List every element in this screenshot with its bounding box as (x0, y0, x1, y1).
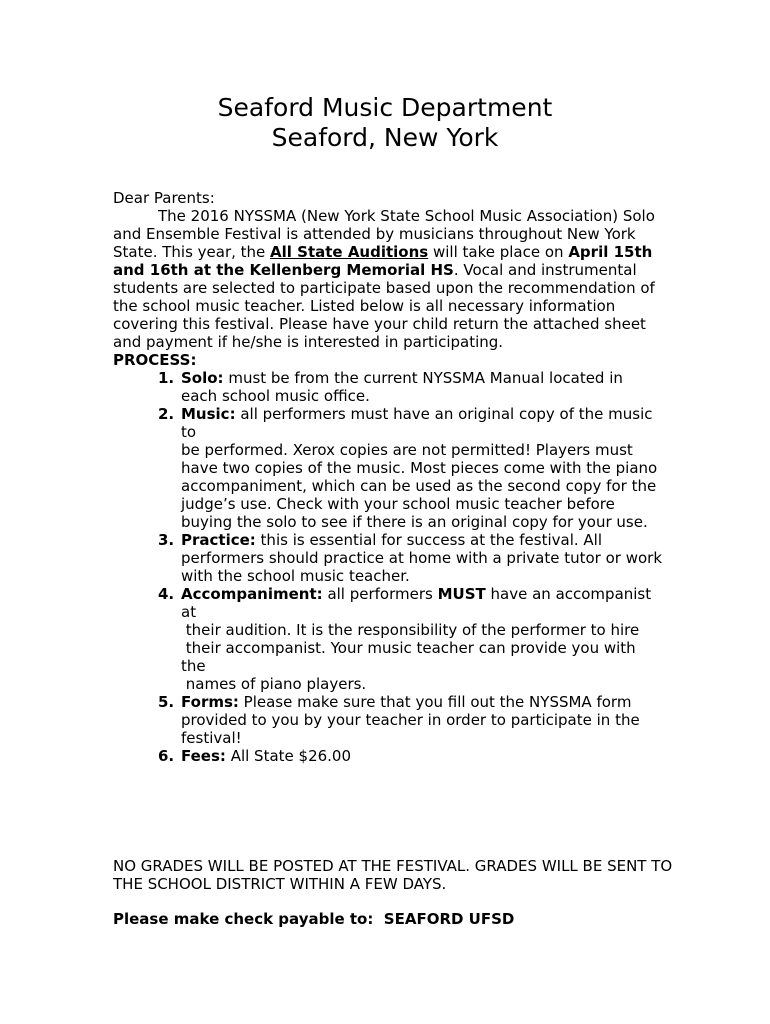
list-item (158, 369, 663, 405)
list-item-text: must be from the current NYSSMA Manual located in each school music office. (181, 369, 623, 405)
list-item-text: all performers must have an original copy of the music to (181, 405, 653, 441)
list-number: 4. (158, 585, 175, 603)
list-item (158, 747, 663, 765)
list-item-label: Forms: (181, 693, 239, 711)
list-item-label: Music: (181, 405, 236, 423)
list-item (158, 405, 663, 531)
list-item-text-continued: their accompanist. Your music teacher can provide you with the (181, 639, 641, 675)
list-item-text-continued: be performed. Xerox copies are not permitted! Players must have two copies of the music. Most pieces come with the piano accompaniment, which can be used as the second copy for the judge’s use. Check with your school music teacher before buying the solo to see if there is an original copy for your use. (181, 441, 658, 531)
list-item (158, 585, 663, 693)
list-item-label: Practice: (181, 531, 256, 549)
letter-body (113, 189, 663, 765)
all-state-auditions-text: All State Auditions (270, 243, 429, 261)
list-item-text-continued: names of piano players. (181, 675, 367, 693)
list-item-label: Fees: (181, 747, 226, 765)
list-item-label: Solo: (181, 369, 224, 387)
intro-text-1: The 2016 NYSSMA (New York State School Music Association) Solo and Ensemble Festival is attended by musicians throughout New York State. This year, the (113, 207, 655, 261)
list-item (158, 693, 663, 747)
list-number: 1. (158, 369, 175, 387)
list-number: 6. (158, 747, 175, 765)
process-list (113, 369, 663, 765)
intro-text-2: will take place on (428, 243, 569, 261)
page-title: Seaford Music Department (217, 93, 553, 122)
list-number: 5. (158, 693, 175, 711)
list-item-text: this is essential for success at the festival. All performers should practice at home with a private tutor or work with the school music teacher. (181, 531, 663, 585)
greeting: Dear Parents: (113, 189, 215, 207)
process-heading: PROCESS: (113, 351, 197, 369)
intro-text-3: . Vocal and instrumental students are selected to participate based upon the recommendation of the school music teacher. Listed below is all necessary information covering this festival. Please have your child return the attached sheet and payment if he/she is interested in participating. (113, 261, 655, 351)
check-payable-text: Please make check payable to: SEAFORD UFSD (113, 910, 515, 928)
list-item-text: Please make sure that you fill out the NYSSMA form provided to you by your teacher in order to participate in the festival! (181, 693, 640, 747)
list-item-text: All State $26.00 (225, 747, 352, 765)
list-number: 2. (158, 405, 175, 423)
list-item-text: have an accompanist at (181, 585, 652, 621)
audition-date-text: April 15th and 16th at the Kellenberg Memorial HS (113, 243, 653, 279)
intro-paragraph (113, 207, 663, 351)
list-item-text: all performers (322, 585, 438, 603)
list-item-text-continued: their audition. It is the responsibility of the performer to hire (181, 621, 640, 639)
list-item-label: Accompaniment: (181, 585, 323, 603)
must-text: MUST (437, 585, 486, 603)
list-item (158, 531, 663, 585)
list-number: 3. (158, 531, 175, 549)
page-subtitle: Seaford, New York (271, 123, 499, 152)
grades-notice: NO GRADES WILL BE POSTED AT THE FESTIVAL. GRADES WILL BE SENT TO THE SCHOOL DISTRICT WITHIN A FEW DAYS. (113, 857, 673, 893)
